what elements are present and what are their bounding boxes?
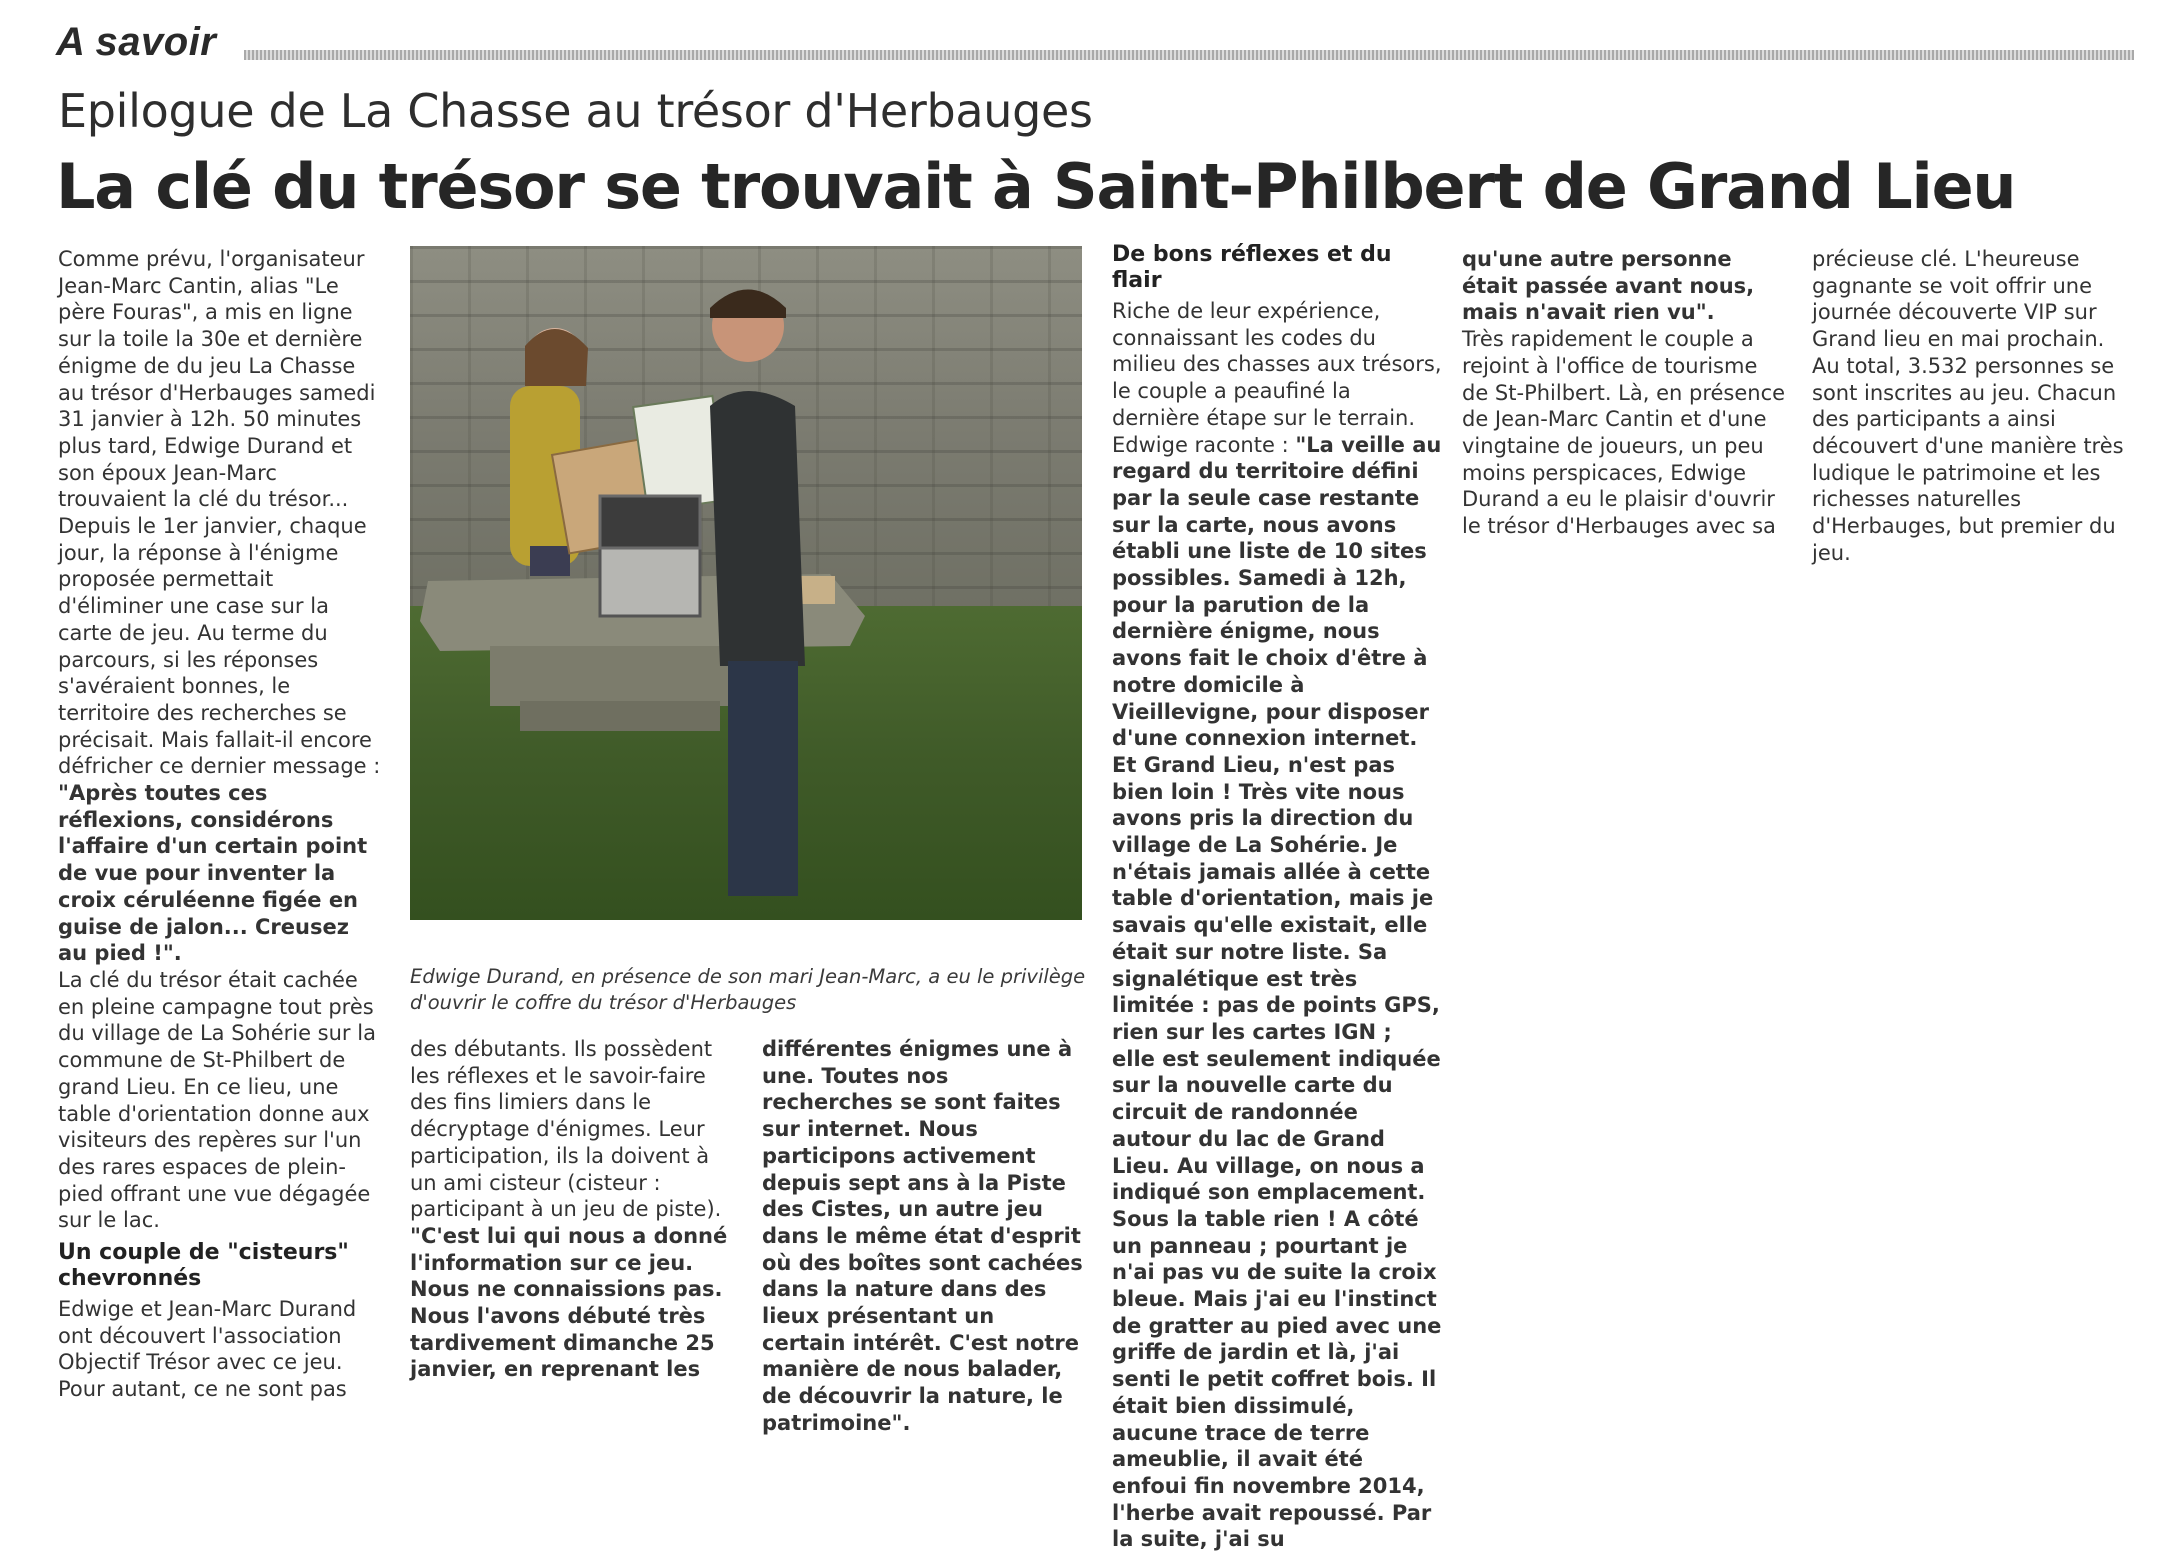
- man-figure: [710, 290, 805, 897]
- paragraph: La clé du trésor était cachée en pleine campagne tout près du village de La Sohérie sur la commune de St-Philbert de grand Lieu. En ce lieu, une table d'orientation donne aux visiteurs des repères sur l'un des rares espaces de plein-pied offrant une vue dégagée sur le lac.: [58, 967, 376, 1233]
- section-rule: [244, 50, 2134, 60]
- paragraph: [1112, 298, 1442, 1553]
- section-header: [56, 20, 2136, 68]
- subheading: Un couple de "cisteurs" chevronnés: [58, 1240, 349, 1292]
- paragraph: Edwige et Jean-Marc Durand ont découvert l'association Objectif Trésor avec ce jeu. Pour autant, ce ne sont pas: [58, 1297, 357, 1402]
- quote-text: "La veille au regard du territoire défini par la seule case restante sur la carte, nous avons établi une liste de 10 sites possibles. Samedi à 12h, pour la parution de la dernière énigme, nous avons fait le choix d'être à notre domicile à Vieillevigne, pour disposer d'une connexion internet. Et Grand Lieu, n'est pas bien loin ! Très vite nous avons pris la direction du village de La Sohérie. Je n'étais jamais allée à cette table d'orientation, mais je savais qu'elle existait, elle était sur notre liste. Sa signalétique est très limitée : pas de points GPS, rien sur les cartes IGN ; elle est seulement indiquée sur la nouvelle carte du circuit de randonnée autour du lac de Grand Lieu. Au village, on nous a indiqué son emplacement. Sous la table rien ! A côté un panneau ; pourtant je n'ai pas vu de suite la croix bleue. Mais j'ai eu l'instinct de gratter au pied avec une griffe de jardin et là, j'ai senti le petit coffret bois. Il était bien dissimulé, aucune trace de terre ameublie, il avait été enfoui fin novembre 2014, l'herbe avait repoussé. Par la suite, j'ai su: [1112, 432, 1442, 1552]
- article-kicker: Epilogue de La Chasse au trésor d'Herbauges: [58, 84, 1093, 138]
- quote-paragraph: qu'une autre personne était passée avant nous, mais n'avait rien vu".: [1462, 247, 1755, 325]
- article-column-2: [410, 1036, 728, 1383]
- paragraph: [58, 513, 384, 967]
- paragraph: Comme prévu, l'organisateur Jean-Marc Cantin, alias "Le père Fouras", a mis en ligne sur la toile la 30e et dernière énigme de du jeu La Chasse au trésor d'Herbauges samedi 31 janvier à 12h. 50 minutes plus tard, Edwige Durand et son époux Jean-Marc trouvaient la clé du trésor...: [58, 247, 376, 512]
- photo-scene: [410, 246, 1082, 920]
- quote-paragraph: différentes énigmes une à une. Toutes nos recherches se sont faites sur internet. Nous participons activement depuis sept ans à la Piste des Cistes, un autre jeu dans le même état d'esprit où des boîtes sont cachées dans la nature dans des lieux présentant un certain intérêt. C'est notre manière de nous balader, de découvrir la nature, le patrimoine".: [762, 1037, 1083, 1435]
- paragraph-text: Riche de leur expérience, connaissant les codes du milieu des chasses aux trésors, le couple a peaufiné la dernière étape sur le terrain. Edwige raconte :: [1112, 299, 1442, 457]
- photo-caption: Edwige Durand, en présence de son mari Jean-Marc, a eu le privilège d'ouvrir le coffre du trésor d'Herbauges: [410, 965, 1086, 1014]
- treasure-chest: [600, 496, 700, 616]
- article-photo: [410, 246, 1082, 920]
- paragraph-text: Depuis le 1er janvier, chaque jour, la réponse à l'énigme proposée permettait d'éliminer une case sur la carte de jeu. Au terme du parcours, si les réponses s'avéraient bonnes, le territoire des recherches se précisait. Mais fallait-il encore défricher ce dernier message :: [58, 514, 381, 779]
- article-column-1: [58, 246, 384, 1403]
- article-column-3: [762, 1036, 1084, 1437]
- article-column-6: [1812, 246, 2138, 566]
- paragraph: précieuse clé. L'heureuse gagnante se voit offrir une journée découverte VIP sur Grand lieu en mai prochain.: [1812, 247, 2105, 352]
- article-headline: La clé du trésor se trouvait à Saint-Philbert de Grand Lieu: [56, 150, 2016, 223]
- paragraph: des débutants. Ils possèdent les réflexes et le savoir-faire des fins limiers dans le décryptage d'énigmes. Leur participation, ils la doivent à un ami cisteur (cisteur : participant à un jeu de piste).: [410, 1037, 722, 1222]
- article-column-5: [1462, 246, 1788, 540]
- article-column-4: [1112, 236, 1442, 1553]
- subheading: De bons réflexes et du flair: [1112, 242, 1392, 293]
- quote-paragraph: "C'est lui qui nous a donné l'information sur ce jeu. Nous ne connaissions pas. Nous l'avons débuté très tardivement dimanche 25 janvier, en reprenant les: [410, 1223, 728, 1382]
- section-label: A savoir: [56, 20, 217, 64]
- paragraph: Très rapidement le couple a rejoint à l'office de tourisme de St-Philbert. Là, en présence de Jean-Marc Cantin et d'une vingtaine de joueurs, un peu moins perspicaces, Edwige Durand a eu le plaisir d'ouvrir le trésor d'Herbauges avec sa: [1462, 327, 1786, 539]
- paragraph: Au total, 3.532 personnes se sont inscrites au jeu. Chacun des participants a ainsi découvert d'une manière très ludique le patrimoine et les richesses naturelles d'Herbauges, but premier du jeu.: [1812, 353, 2124, 565]
- quote-text: "Après toutes ces réflexions, considérons l'affaire d'un certain point de vue pour inventer la croix céruléenne figée en guise de jalon... Creusez au pied !".: [58, 781, 368, 966]
